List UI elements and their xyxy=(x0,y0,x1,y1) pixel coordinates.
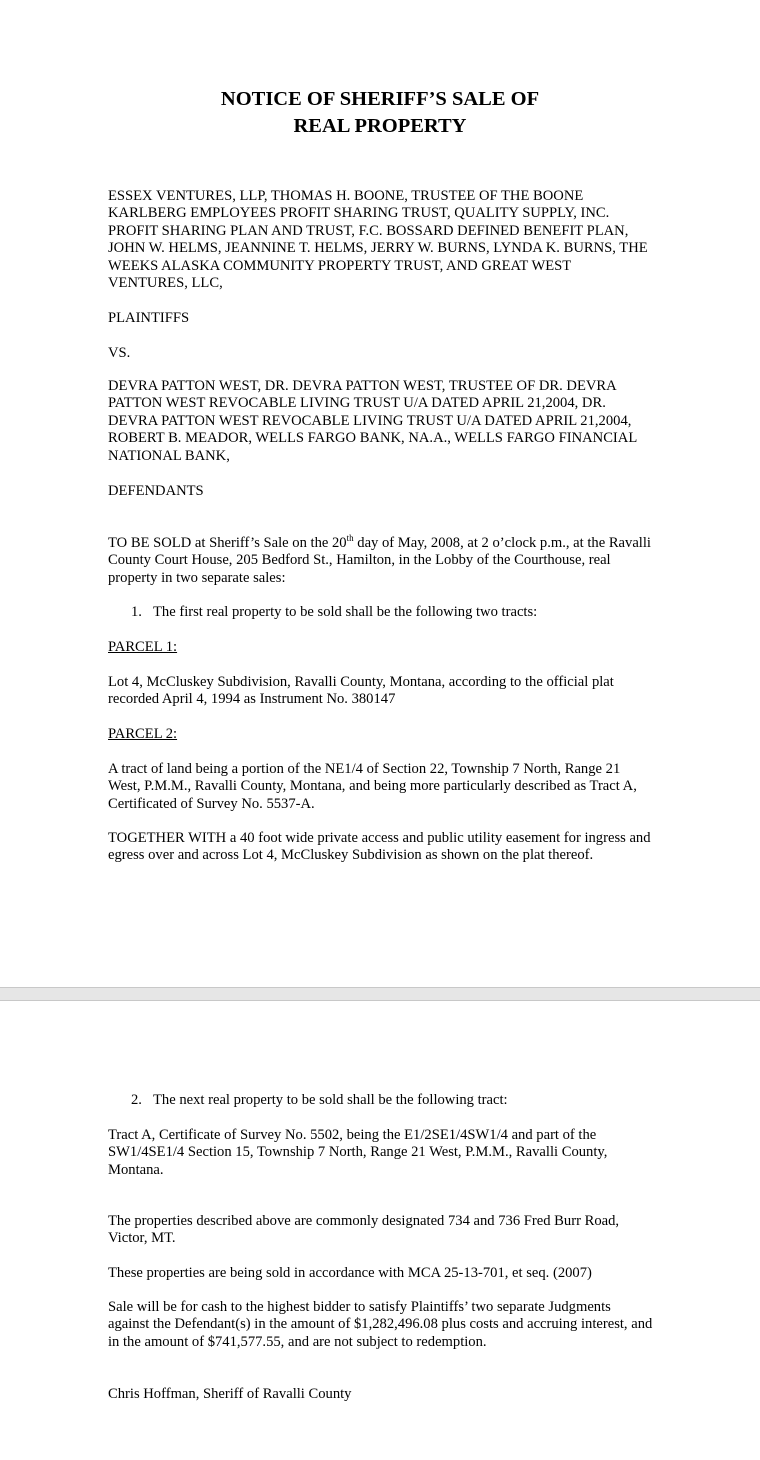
parcel-2-description: A tract of land being a portion of the NE1/4 of Section 22, Township 7 North, Range 21 West, P.M.M., Ravalli County, Montana, and being more particularly described as Tract A, Certificated of Survey No. 5537-A. xyxy=(108,761,637,812)
tract-a-description: Tract A, Certificate of Survey No. 5502, being the E1/2SE1/4SW1/4 and part of the SW1/4SE1/4 Section 15, Township 7 North, Range 21 West, P.M.M., Ravalli County, Montana. xyxy=(108,1127,608,1178)
sale-intro-paragraph: TO BE SOLD at Sheriff’s Sale on the 20th day of May, 2008, at 2 o’clock p.m., at the Ravalli County Court House, 205 Bedford St., Hamilton, in the Lobby of the Courthouse, real property in two separate sales: xyxy=(108,533,651,586)
parcel-1-heading: PARCEL 1: xyxy=(108,639,178,655)
document-page-2 xyxy=(0,1001,760,1460)
parcel-2-heading: PARCEL 2: xyxy=(108,726,178,742)
document-title xyxy=(0,86,760,140)
mca-paragraph: These properties are being sold in accordance with MCA 25-13-701, et seq. (2007) xyxy=(108,1265,592,1281)
list-item-1: 1. The first real property to be sold shall be the following two tracts: xyxy=(131,604,538,620)
easement-paragraph: TOGETHER WITH a 40 foot wide private access and public utility easement for ingress and egress over and across Lot 4, McCluskey Subdivision as shown on the plat thereof. xyxy=(108,830,651,864)
plaintiffs-names: ESSEX VENTURES, LLP, THOMAS H. BOONE, TRUSTEE OF THE BOONE KARLBERG EMPLOYEES PROFIT SHARING TRUST, QUALITY SUPPLY, INC. PROFIT SHARING PLAN AND TRUST, F.C. BOSSARD DEFINED BENEFIT PLAN, JOHN W. HELMS, JEANNINE T. HELMS, JERRY W. BURNS, LYNDA K. BURNS, THE WEEKS ALASKA COMMUNITY PROPERTY TRUST, AND GREAT WEST VENTURES, LLC, xyxy=(108,188,648,292)
title-line-2: REAL PROPERTY xyxy=(293,115,467,137)
parcel-1-description: Lot 4, McCluskey Subdivision, Ravalli County, Montana, according to the official plat recorded April 4, 1994 as Instrument No. 380147 xyxy=(108,674,614,708)
sale-terms-paragraph: Sale will be for cash to the highest bidder to satisfy Plaintiffs’ two separate Judgments against the Defendant(s) in the amount of $1,282,496.08 plus costs and accruing interest, and in the amount of $741,577.55, and are not subject to redemption. xyxy=(108,1299,653,1350)
title-line-1: NOTICE OF SHERIFF’S SALE OF xyxy=(220,88,540,110)
list-item-2: 2. The next real property to be sold shall be the following tract: xyxy=(131,1092,508,1108)
address-paragraph: The properties described above are commonly designated 734 and 736 Fred Burr Road, Victor, MT. xyxy=(108,1213,620,1247)
plaintiffs-label: PLAINTIFFS xyxy=(108,310,190,326)
defendants-names: DEVRA PATTON WEST, DR. DEVRA PATTON WEST, TRUSTEE OF DR. DEVRA PATTON WEST REVOCABLE LIVING TRUST U/A DATED APRIL 21,2004, DR. DEVRA PATTON WEST REVOCABLE LIVING TRUST U/A DATED APRIL 21,2004, ROBERT B. MEADOR, WELLS FARGO BANK, NA.A., WELLS FARGO FINANCIAL NATIONAL BANK, xyxy=(108,378,637,464)
versus-label: VS. xyxy=(108,345,131,361)
defendants-label: DEFENDANTS xyxy=(108,483,204,499)
sheriff-signature: Chris Hoffman, Sheriff of Ravalli County xyxy=(108,1386,352,1402)
page-break xyxy=(0,987,760,1001)
